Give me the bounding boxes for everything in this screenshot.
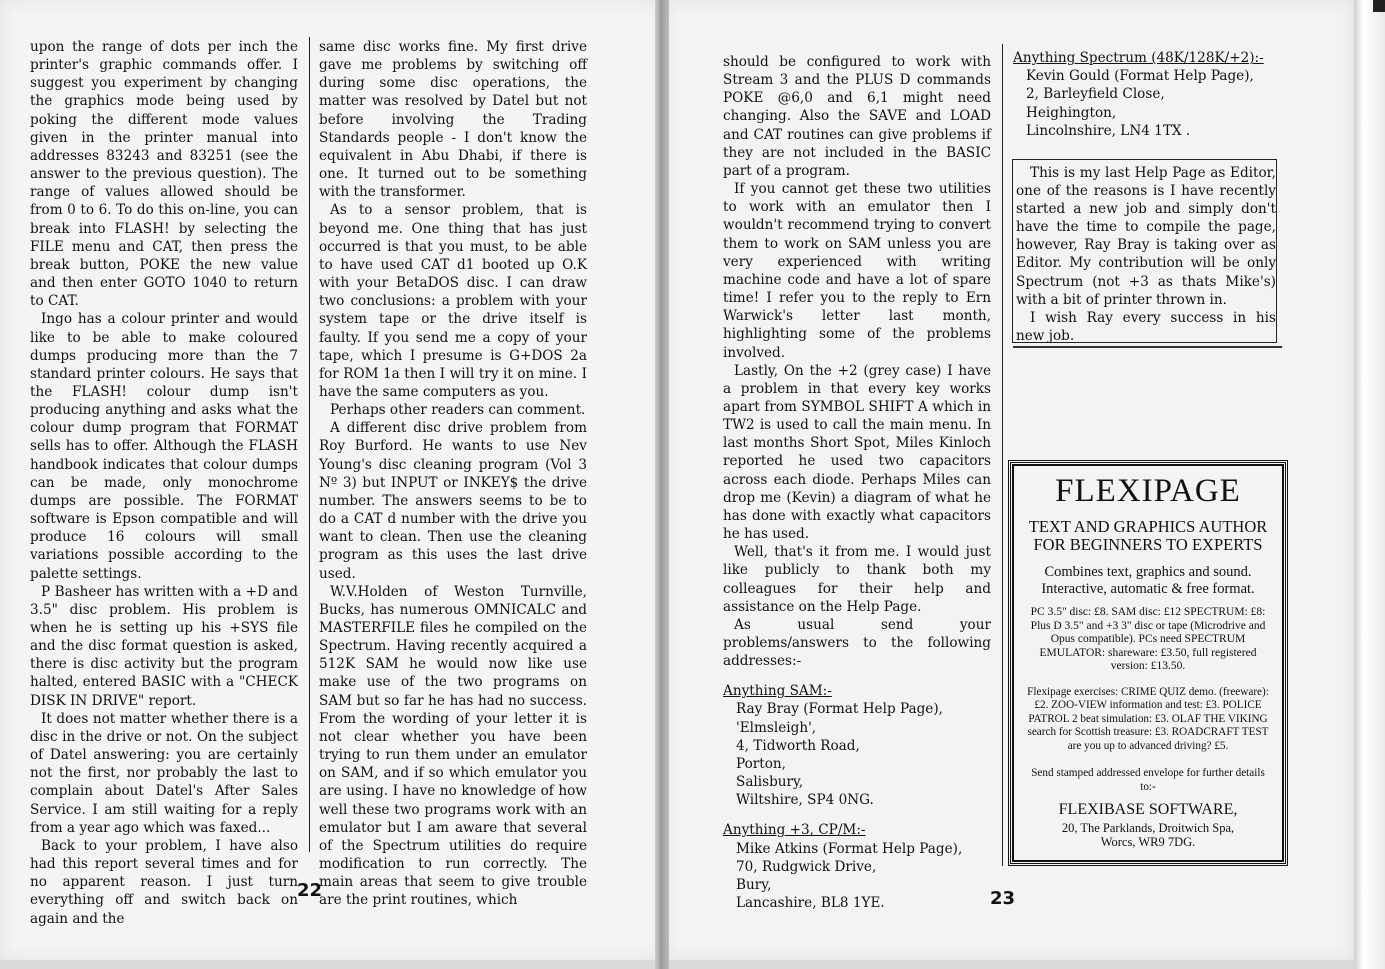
page-edge bbox=[1354, 0, 1385, 969]
address-heading: Anything +3, CP/M:- bbox=[723, 822, 866, 839]
address-heading: Anything SAM:- bbox=[723, 683, 832, 700]
paragraph: Perhaps other readers can comment. bbox=[330, 402, 586, 419]
paragraph: same disc works fine. My first drive gave me problems by switching off during some disc operations, the matter was resolved by Datel but not before involving the Trading Standards people - I don't know the equivalent in Abu Dhabi, if there is one. It turned out to be something with the transformer. bbox=[319, 39, 587, 201]
paragraph: Lastly, On the +2 (grey case) I have a problem in that every key works apart from SYMBOL SHIFT A which in TW2 is used to call the main menu. In last months Short Spot, Miles Kinloch reported he used two capacitors across each diode. Perhaps Miles can drop me (Kevin) a diagram of what he has done with exactly what capacitors he has used. bbox=[723, 362, 991, 543]
address-heading: Anything Spectrum (48K/128K/+2):- bbox=[1013, 50, 1264, 66]
address-line: Ray Bray (Format Help Page), bbox=[736, 701, 943, 718]
paragraph: It does not matter whether there is a disc in the drive or not. On the subject of Datel answering: you are certainly not the first, nor probably the last to complain about Datel's After Sales Service. I am still waiting for a reply from a year ago which was faxed... bbox=[30, 710, 298, 836]
address-line: Wiltshire, SP4 0NG. bbox=[736, 792, 874, 809]
page-number: 23 bbox=[990, 888, 1016, 909]
paragraph: Well, that's it from me. I would just like publicly to thank both my colleagues for their help and assistance on the Help Page. bbox=[723, 544, 991, 615]
paragraph: If you cannot get these two utilities to work with an emulator then I wouldn't recommend trying to convert them to work on SAM unless you are very experienced with writing machine code and have a lot of spare time! I refer you to the reply to Ern Warwick's letter last month, highlighting some of the problems involved. bbox=[723, 181, 991, 361]
advert-description: Combines text, graphics and sound. Interactive, automatic & free format. bbox=[1041, 564, 1255, 597]
paragraph: Back to your problem, I have also had this report several times and for no apparent reason. I just turn everything off and switch back on again and the bbox=[30, 837, 298, 927]
paragraph: As usual send your problems/answers to the following addresses:- bbox=[723, 616, 991, 670]
column-divider bbox=[1002, 44, 1003, 866]
spectrum-address-block bbox=[1013, 49, 1293, 140]
page-number: 22 bbox=[297, 880, 323, 901]
paragraph: Ingo has a colour printer and would like to be able to make coloured dumps producing more than the 7 standard printer colours. He says that the FLASH! colour dump isn't producing anything and asks what the colour dump program that FORMAT sells has to offer. Although the FLASH handbook indicates that colour dumps can be made, only monochrome dumps are possible. The FORMAT software is Epson compatible and will produce 16 colours will small variations possible according to the palette settings. bbox=[30, 311, 298, 582]
book-spine bbox=[655, 0, 669, 969]
paragraph: P Basheer has written with a +D and 3.5" disc problem. His problem is when he is setting up his +SYS file and the disc format question is asked, there is disc activity but the program halted, entered BASIC with a "CHECK DISK IN DRIVE" report. bbox=[30, 583, 298, 709]
paragraph: W.V.Holden of Weston Turnville, Bucks, has numerous OMNICALC and MASTERFILE files he compiled on the Spectrum. Having recently acquired a 512K SAM he would now like use make use of the two programs on SAM but so far he has had no success. From the wording of your letter it is not clear whether you have been trying to run them under an emulator on SAM, and if so which emulator you are using. I have no knowledge of how well these two programs work with an emulator but I am aware that several of the Spectrum utilities do require modification to run correctly. The main areas that seem to give trouble are the print routines, which bbox=[319, 583, 587, 909]
advert-address bbox=[1023, 821, 1273, 849]
address-line: Lincolnshire, LN4 1TX . bbox=[1026, 122, 1191, 139]
address-line: 2, Barleyfield Close, bbox=[1026, 86, 1165, 103]
paragraph: should be configured to work with Stream 3 and the PLUS D commands POKE @6,0 and 6,1 might need changing. Also the SAVE and LOAD and CAT routines can give problems if they are not included in the BASIC part of a program. bbox=[723, 54, 991, 179]
address-line: Heighington, bbox=[1026, 104, 1117, 121]
paragraph: upon the range of dots per inch the printer's graphic commands offer. I suggest you experiment by changing the graphics mode being used by poking the different mode values given in the printer manual into addresses 83243 and 83251 (see the answer to the previous question). The range of values allowed should be from 0 to 6. To do this on-line, you can break into FLASH! by selecting the FILE menu and CAT, then press the break button, POKE the new value and then enter GOTO 1040 to return to CAT. bbox=[30, 39, 298, 310]
paragraph: As to a sensor problem, that is beyond me. One thing that has just occurred is that you must, to be able to have used CAT d1 booted up O.K with your BetaDOS disc. I can draw two conclusions: a problem with your system tape or the drive itself is faulty. If you send me a copy of your tape, which I presume is G+DOS 2a for ROM 1a then I will try it on mine. I have the same computers as you. bbox=[319, 202, 587, 400]
column-divider bbox=[309, 37, 310, 852]
advert-send-note: Send stamped addressed envelope for further details to:- bbox=[1031, 767, 1265, 793]
address-line: 4, Tidworth Road, bbox=[736, 737, 860, 754]
advert-title: FLEXIPAGE bbox=[1055, 473, 1241, 509]
address-line: Kevin Gould (Format Help Page), bbox=[1026, 68, 1254, 85]
address-line: 70, Rudgwick Drive, bbox=[736, 858, 877, 875]
advert-exercises: Flexipage exercises: CRIME QUIZ demo. (freeware): £2. ZOO-VIEW information and test: £3. POLICE PATROL 2 beat simulation: £3. OLAF THE VIKING search for Scottish treasure: £3. ROADCRAFT TEST are you up to advanced driving? £5. bbox=[1027, 685, 1269, 752]
address-line: Salisbury, bbox=[736, 774, 804, 791]
advert-address-line: Worcs, WR9 7DG. bbox=[1100, 835, 1196, 849]
address-line: Mike Atkins (Format Help Page), bbox=[736, 840, 963, 857]
advert-address-line: 20, The Parklands, Droitwich Spa, bbox=[1061, 821, 1235, 835]
left-column bbox=[30, 38, 298, 928]
advert-subtitle: TEXT AND GRAPHICS AUTHOR FOR BEGINNERS TO EXPERTS bbox=[1028, 517, 1268, 554]
paragraph: I wish Ray every success in his new job. bbox=[1016, 309, 1276, 344]
paragraph: This is my last Help Page as Editor, one of the reasons is I have recently started a new job and simply don't have the time to compile the page, however, Ray Bray is taking over as Editor. My contribution will be only Spectrum (not +3 as thats Mike's) with a bit of printer thrown in. bbox=[1016, 165, 1276, 308]
advert-prices: PC 3.5" disc: £8. SAM disc: £12 SPECTRUM: £8: Plus D 3.5" and +3 3" disc or tape (Microdrive and Opus compatible). PCs need SPECTRUM EMULATOR: shareware: £3.50, full registered version: £13.50. bbox=[1030, 606, 1266, 672]
address-line: Porton, bbox=[736, 755, 787, 772]
address-line: Bury, bbox=[736, 876, 772, 893]
flexipage-advert bbox=[1008, 460, 1288, 866]
address-line: 'Elmsleigh', bbox=[736, 719, 817, 736]
address-line: Lancashire, BL8 1YE. bbox=[736, 895, 885, 912]
advert-company: FLEXIBASE SOFTWARE, bbox=[1058, 801, 1238, 818]
right-column bbox=[723, 53, 991, 912]
paragraph: A different disc drive problem from Roy Burford. He wants to use Nev Young's disc cleaning program (Vol 3 Nº 3) but INPUT or INKEY$ the drive number. The answers seems to be to do a CAT d number with the drive you want to clean. Then use the cleaning program as this uses the last drive used. bbox=[319, 420, 587, 582]
middle-column bbox=[319, 38, 587, 910]
editor-note-box bbox=[1012, 159, 1277, 343]
